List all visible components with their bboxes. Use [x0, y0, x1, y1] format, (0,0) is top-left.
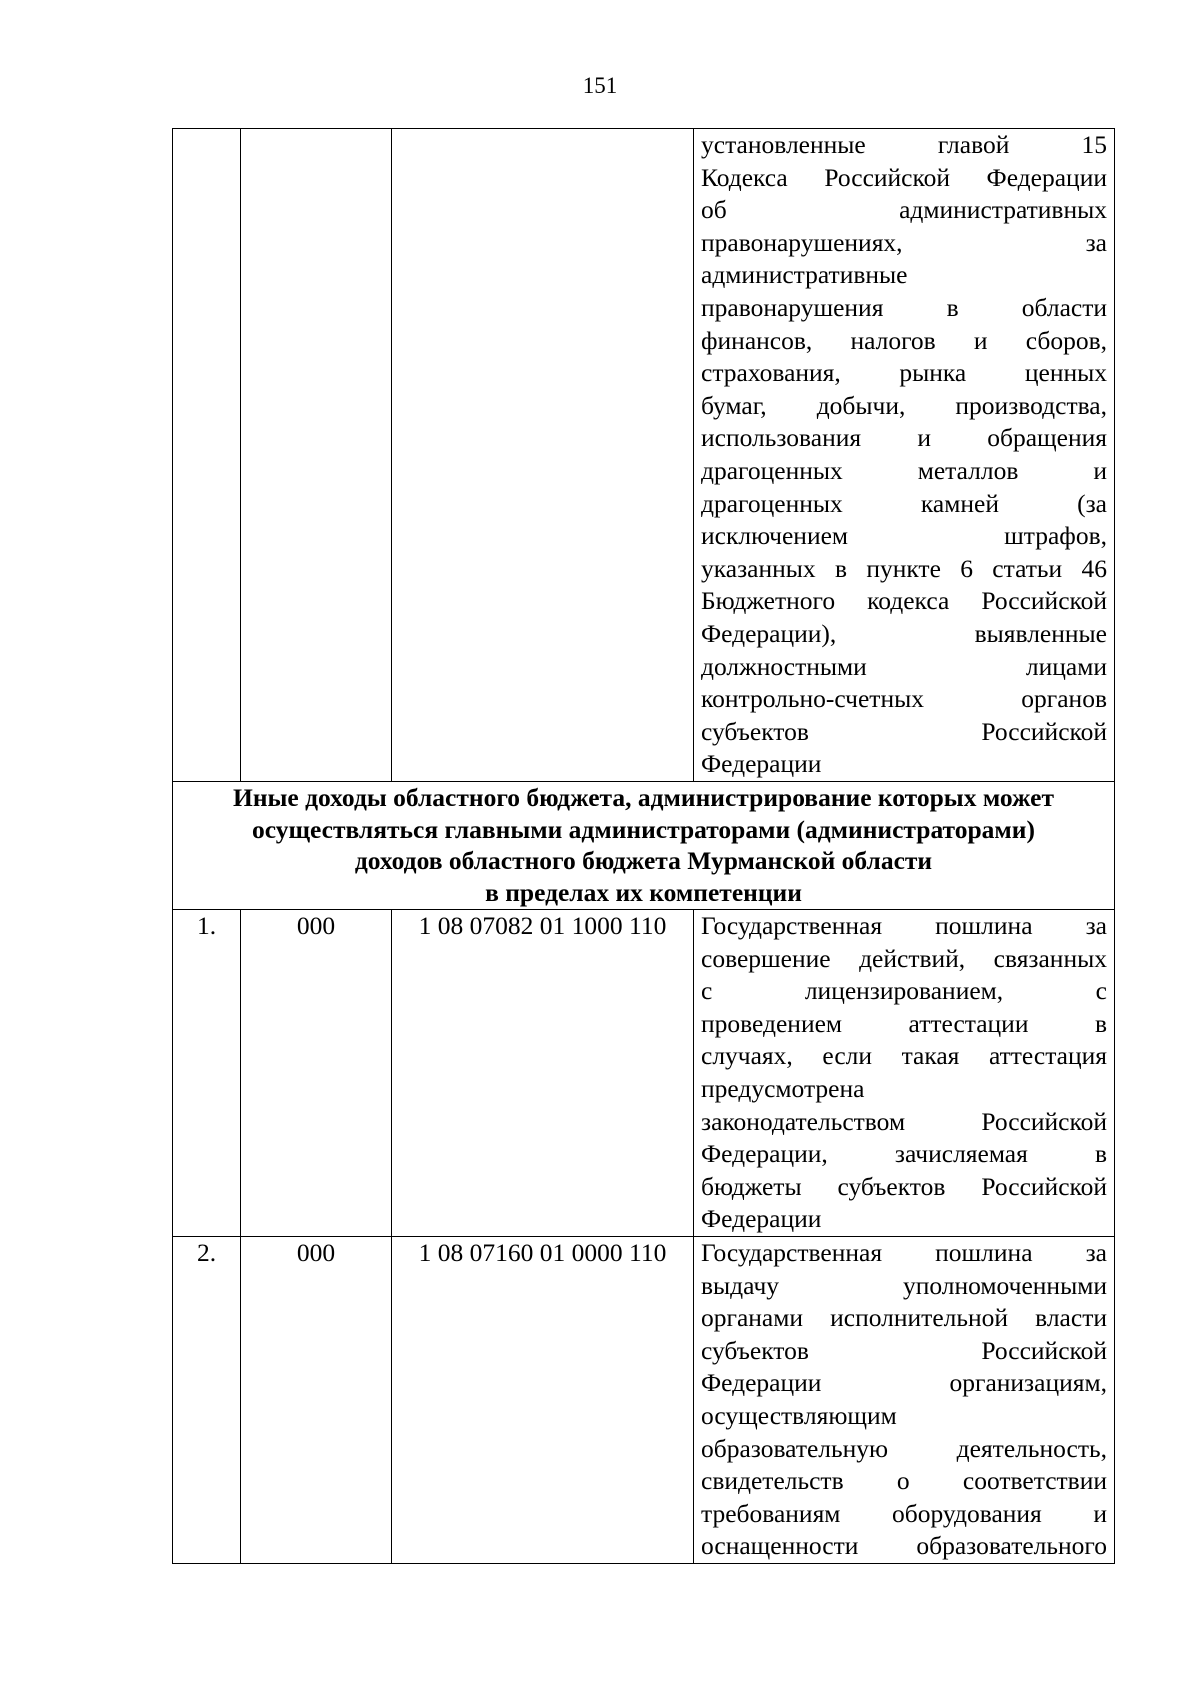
description-line: Федерации [701, 749, 822, 779]
description-line: предусмотрена [701, 1074, 865, 1104]
description-line: указанных в пункте 6 статьи 46 [701, 553, 1107, 583]
description-line: Федерации), выявленные [701, 618, 1107, 648]
description-line: правонарушениях, за [701, 227, 1107, 257]
table-row [173, 910, 1115, 1237]
description-line: страхования, рынка ценных [701, 358, 1107, 388]
description-line: органами исполнительной власти [701, 1303, 1107, 1333]
admin-code-cell [241, 129, 392, 782]
revenue-code-cell: 1 08 07082 01 1000 110 [392, 910, 694, 1237]
page-number: 151 [582, 73, 618, 98]
description-line: Государственная пошлина за [701, 1238, 1107, 1267]
description-line: драгоценных камней (за [701, 488, 1107, 518]
revenue-code-cell [392, 129, 694, 782]
description-cell [694, 910, 1115, 1237]
section-header-line: доходов областного бюджета Мурманской области [354, 846, 933, 876]
description-line: свидетельств о соответствии [701, 1466, 1107, 1496]
description-line: административные [701, 260, 908, 290]
description-line: Бюджетного кодекса Российской [701, 586, 1107, 616]
description-cell [694, 1237, 1115, 1564]
description-line: субъектов Российской [701, 1335, 1107, 1365]
description-line: финансов, налогов и сборов, [701, 325, 1107, 355]
section-header-line: осуществляться главными администраторами (администраторами) [252, 814, 1035, 844]
description-line: проведением аттестации в [701, 1008, 1107, 1038]
description-line: требованиям оборудования и [701, 1498, 1107, 1528]
section-header-row [173, 781, 1115, 909]
description-line: совершение действий, связанных [701, 943, 1107, 973]
description-line: Государственная пошлина за [701, 911, 1107, 941]
description-line: оснащенности образовательного [701, 1531, 1107, 1561]
section-header-line: в пределах их компетенции [485, 878, 802, 908]
table-row [173, 1237, 1115, 1564]
description-line: с лицензированием, с [701, 976, 1107, 1006]
row-number-cell: 1. [173, 910, 241, 1237]
description-line: субъектов Российской [701, 716, 1107, 746]
description-line: об административных [701, 195, 1107, 225]
section-header [173, 781, 1115, 909]
description-line: правонарушения в области [701, 292, 1107, 322]
description-cell [694, 129, 1115, 782]
table-row-continuation [173, 129, 1115, 782]
admin-code-cell: 000 [241, 1237, 392, 1564]
description-line: случаях, если такая аттестация [701, 1041, 1107, 1071]
description-line: должностными лицами [701, 651, 1107, 681]
row-number-cell [173, 129, 241, 782]
section-header-line: Иные доходы областного бюджета, администрирование которых может [233, 782, 1054, 812]
row-number-cell: 2. [173, 1237, 241, 1564]
description-line: выдачу уполномоченными [701, 1270, 1107, 1300]
description-line: бюджеты субъектов Российской [701, 1171, 1107, 1201]
description-line: Федерации организациям, [701, 1368, 1107, 1398]
description-line: использования и обращения [701, 423, 1107, 453]
description-line: Федерации [701, 1204, 822, 1234]
description-line: исключением штрафов, [701, 521, 1107, 551]
description-line: Кодекса Российской Федерации [701, 162, 1107, 192]
description-line: контрольно-счетных органов [701, 684, 1107, 714]
description-line: драгоценных металлов и [701, 455, 1107, 485]
description-line: осуществляющим [701, 1400, 897, 1430]
description-line: установленные главой 15 [701, 130, 1107, 159]
description-line: Федерации, зачисляемая в [701, 1139, 1107, 1169]
description-line: законодательством Российской [701, 1106, 1107, 1136]
description-line: бумаг, добычи, производства, [701, 390, 1107, 420]
revenue-table [172, 128, 1115, 1564]
description-line: образовательную деятельность, [701, 1433, 1107, 1463]
revenue-code-cell: 1 08 07160 01 0000 110 [392, 1237, 694, 1564]
admin-code-cell: 000 [241, 910, 392, 1237]
